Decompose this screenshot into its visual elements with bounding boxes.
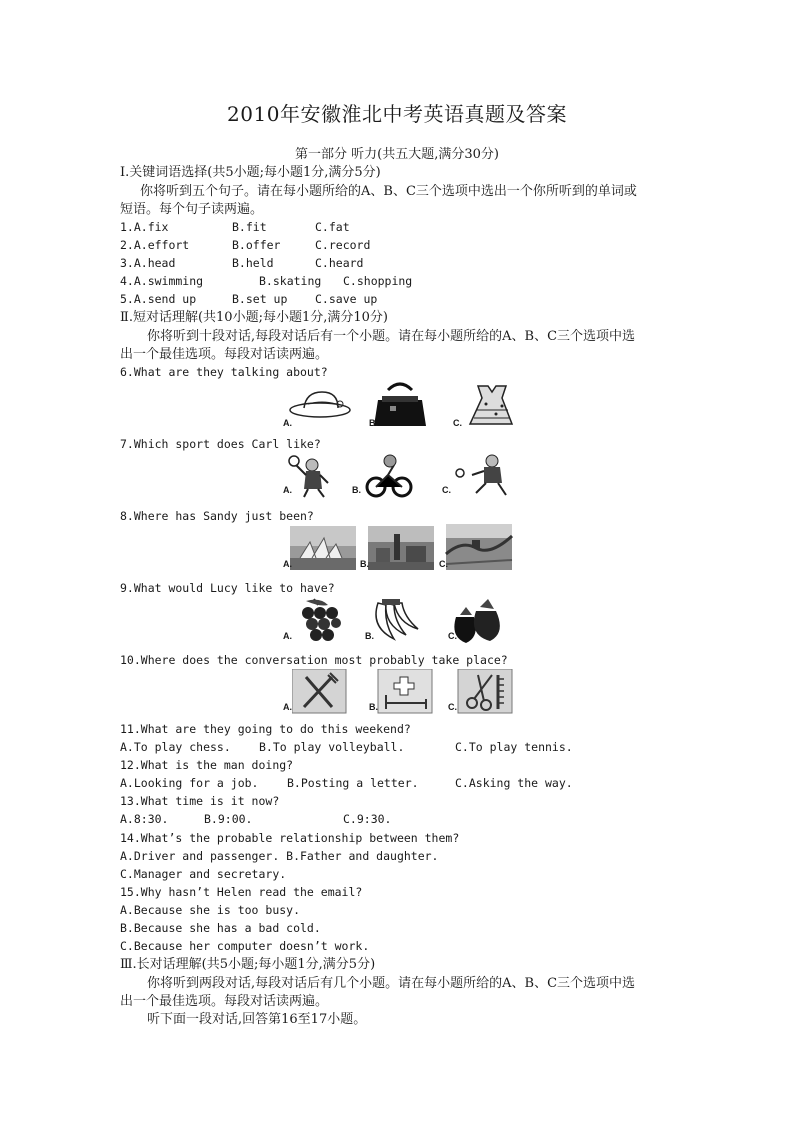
q11-question: 11.What are they going to do this weekend? xyxy=(120,722,411,736)
q8-label-b: B. xyxy=(360,559,369,569)
q1-option-b: B.fit xyxy=(232,220,267,234)
q14-question: 14.What’s the probable relationship between them? xyxy=(120,831,460,845)
q13-question: 13.What time is it now? xyxy=(120,794,280,808)
q10-label-a: A. xyxy=(283,702,292,712)
q6-label-a: A. xyxy=(283,418,292,428)
q5-option-a: 5.A.send up xyxy=(120,292,197,306)
q9-label-a: A. xyxy=(283,631,292,641)
q7-picture-options xyxy=(280,453,520,499)
section-1-heading: Ⅰ.关键词语选择(共5小题;每小题1分,满分5分) xyxy=(120,165,381,180)
basketball-player-picture xyxy=(289,456,328,497)
cyclist-picture xyxy=(367,455,411,496)
grapes-picture xyxy=(302,599,341,641)
football-player-picture xyxy=(456,455,506,495)
q4-option-a: 4.A.swimming xyxy=(120,274,204,288)
q11-option-a: A.To play chess. xyxy=(120,740,231,754)
q12-option-a: A.Looking for a job. xyxy=(120,776,259,790)
q8-picture-options xyxy=(290,524,514,572)
q6-picture-options xyxy=(280,380,520,432)
section-3-instructions-line-2: 出一个最佳选项。每段对话读两遍。 xyxy=(120,994,329,1009)
q15-option-a: A.Because she is too busy. xyxy=(120,903,301,917)
bananas-picture xyxy=(376,599,418,639)
q2-option-c: C.record xyxy=(315,238,371,252)
q10-picture-options xyxy=(292,669,514,715)
q2-option-a: 2.A.effort xyxy=(120,238,190,252)
q9-picture-options xyxy=(290,597,520,645)
part-one-heading: 第一部分 听力(共五大题,满分30分) xyxy=(295,147,499,162)
q8-label-c: C. xyxy=(439,559,448,569)
q14-option-c: C.Manager and secretary. xyxy=(120,867,287,881)
q1-option-a: 1.A.fix xyxy=(120,220,169,234)
q8-question: 8.Where has Sandy just been? xyxy=(120,509,314,523)
q5-option-b: B.set up xyxy=(232,292,288,306)
q15-option-c: C.Because her computer doesn’t work. xyxy=(120,939,370,953)
fork-knife-sign xyxy=(292,669,346,713)
section-2-instructions-line-1: 你将听到十段对话,每段对话后有一个小题。请在每小题所给的A、B、C三个选项中选 xyxy=(147,329,636,344)
q13-option-a: A.8:30. xyxy=(120,812,169,826)
q10-label-b: B. xyxy=(369,702,378,712)
page-title: 2010年安徽淮北中考英语真题及答案 xyxy=(227,102,567,126)
section-1-instructions-line-1: 你将听到五个句子。请在每小题所给的A、B、C三个选项中选出一个你所听到的单词或 xyxy=(140,184,637,199)
q9-label-b: B. xyxy=(365,631,374,641)
q12-option-b: B.Posting a letter. xyxy=(287,776,419,790)
q8-label-a: A. xyxy=(283,559,292,569)
section-3-dialogue-instruction: 听下面一段对话,回答第16至17小题。 xyxy=(147,1012,367,1027)
q10-label-c: C. xyxy=(448,702,457,712)
q1-option-c: C.fat xyxy=(315,220,350,234)
q6-label-c: C. xyxy=(453,418,462,428)
opera-house-photo xyxy=(290,526,356,570)
hospital-bed-sign xyxy=(378,669,432,713)
q7-label-b: B. xyxy=(352,485,361,495)
q7-label-a: A. xyxy=(283,485,292,495)
section-3-heading: Ⅲ.长对话理解(共5小题;每小题1分,满分5分) xyxy=(120,957,376,972)
q7-question: 7.Which sport does Carl like? xyxy=(120,437,321,451)
q15-option-b: B.Because she has a bad cold. xyxy=(120,921,321,935)
section-2-heading: Ⅱ.短对话理解(共10小题;每小题1分,满分10分) xyxy=(120,310,388,325)
dress-picture xyxy=(470,386,512,424)
section-2-instructions-line-2: 出一个最佳选项。每段对话读两遍。 xyxy=(120,347,329,362)
q14-options-a-b: A.Driver and passenger. B.Father and daughter. xyxy=(120,849,439,863)
q15-question: 15.Why hasn’t Helen read the email? xyxy=(120,885,363,899)
q4-option-c: C.shopping xyxy=(343,274,413,288)
q11-option-c: C.To play tennis. xyxy=(455,740,573,754)
q11-option-b: B.To play volleyball. xyxy=(259,740,405,754)
section-1-instructions-line-2: 短语。每个句子读两遍。 xyxy=(120,202,264,217)
q2-option-b: B.offer xyxy=(232,238,281,252)
q7-label-c: C. xyxy=(442,485,451,495)
q6-label-b: B. xyxy=(369,418,378,428)
great-wall-photo xyxy=(446,524,512,570)
q5-option-c: C.save up xyxy=(315,292,378,306)
q3-option-a: 3.A.head xyxy=(120,256,176,270)
q13-option-c: C.9:30. xyxy=(343,812,392,826)
city-landmark-photo xyxy=(368,526,434,570)
strawberries-picture xyxy=(454,599,499,643)
hat-picture xyxy=(290,392,350,417)
q12-option-c: C.Asking the way. xyxy=(455,776,573,790)
q13-option-b: B.9:00. xyxy=(204,812,253,826)
q3-option-c: C.heard xyxy=(315,256,364,270)
q3-option-b: B.held xyxy=(232,256,274,270)
q6-question: 6.What are they talking about? xyxy=(120,365,328,379)
q10-question: 10.Where does the conversation most probably take place? xyxy=(120,653,508,667)
q12-question: 12.What is the man doing? xyxy=(120,758,294,772)
q9-question: 9.What would Lucy like to have? xyxy=(120,581,335,595)
handbag-picture xyxy=(374,384,426,426)
section-3-instructions-line-1: 你将听到两段对话,每段对话后有几个小题。请在每小题所给的A、B、C三个选项中选 xyxy=(147,976,636,991)
scissors-comb-sign xyxy=(458,669,512,713)
q9-label-c: C. xyxy=(448,631,457,641)
q4-option-b: B.skating xyxy=(259,274,322,288)
